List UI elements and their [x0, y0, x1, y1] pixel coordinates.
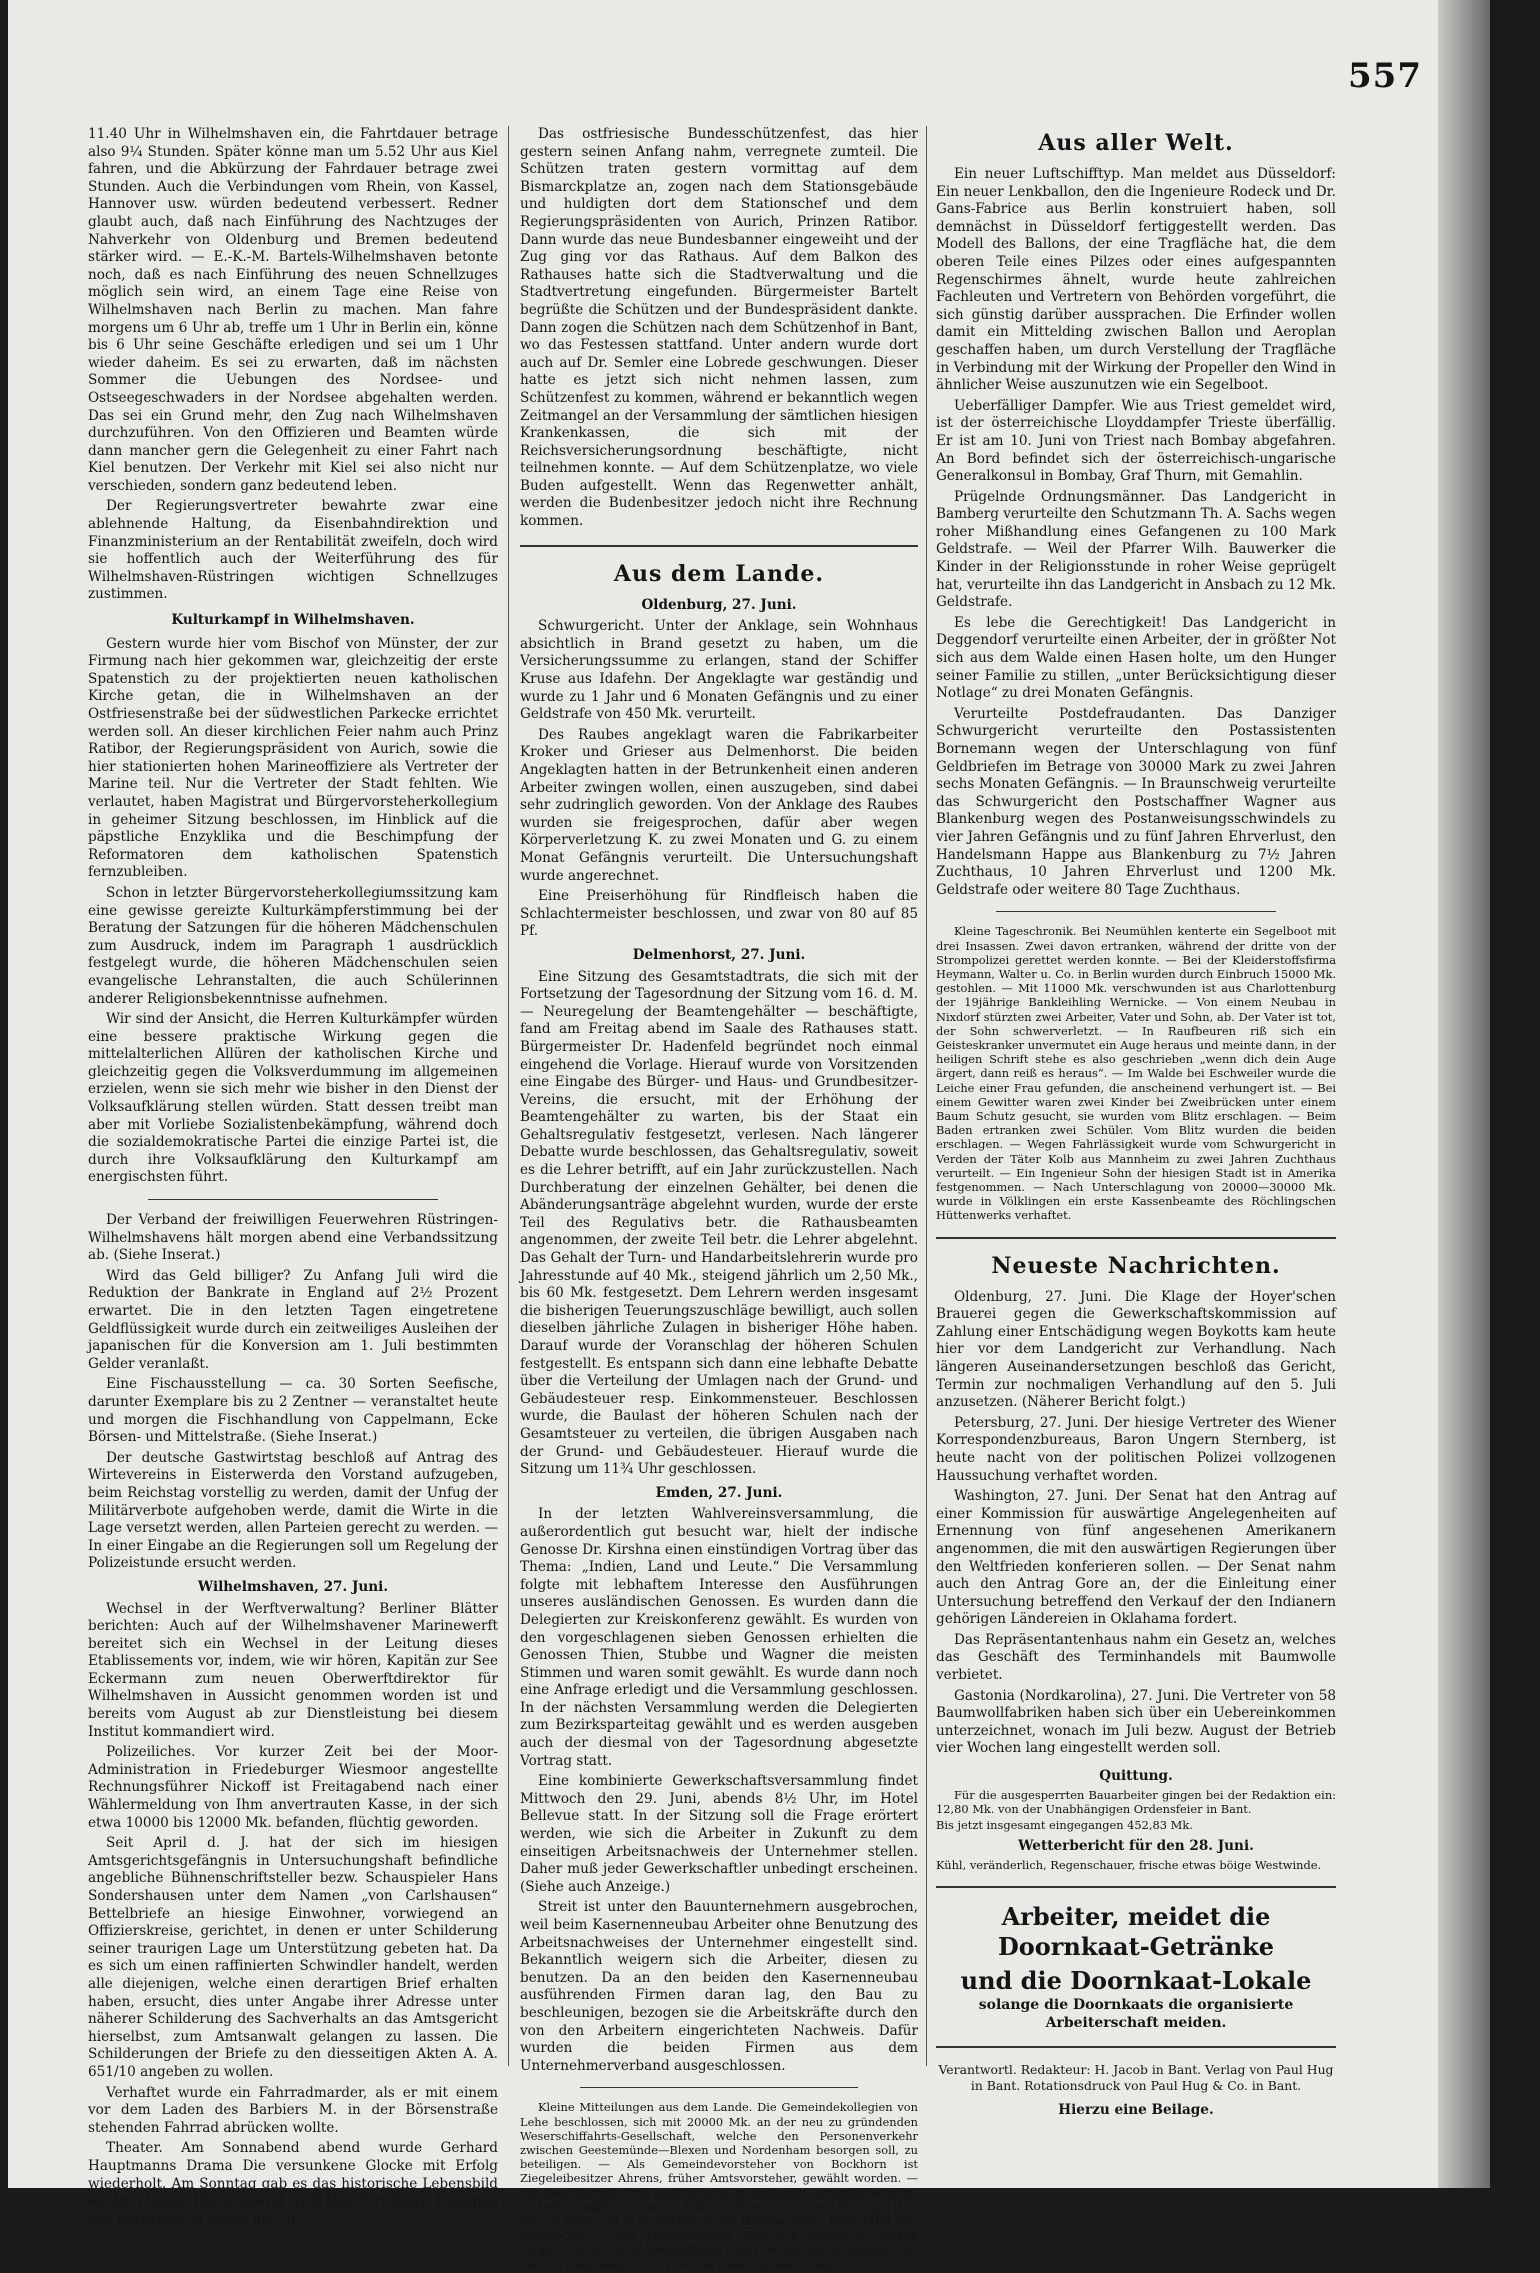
article-paragraph: Verurteilte Postdefraudanten. Das Danziger Schwurgericht verurteilte den Postassistenten Bornemann wegen der Unterschlagung von fünf Geldbriefen im Betrage von 30000 Mark zu zwei Jahren sechs Monaten Gefängnis. — In Braunschweig verurteilte das Schwurgericht den Postschaffner Wagner aus Blankenburg wegen des Postanweisungsschwindels zu vier Jahren Gefängnis und zu fünf Jahren Ehrverlust, den Handelsmann Happe aus Blankenburg zu 7½ Jahren Zuchthaus, 10 Jahren Ehrverlust und 1200 Mk. Geldstrafe oder weitere 80 Tage Zuchthaus.	[936, 705, 1336, 898]
advertisement-line: Arbeiter, meidet die Doornkaat-Getränke	[997, 1902, 1275, 1962]
article-paragraph: Prügelnde Ordnungsmänner. Das Landgericht in Bamberg verurteilte den Schutzmann Th. A. Sachs wegen roher Mißhandlung eines Gefangenen zu 100 Mark Geldstrafe. — Weil der Pfarrer Wilh. Bauwerker die Kinder in der Religionsstunde in roher Weise geprügelt hat, verurteilte ihn das Landgericht in Ansbach zu 12 Mk. Geldstrafe.	[936, 488, 1336, 611]
column-divider	[508, 126, 509, 2066]
article-paragraph: Für die ausgesperrten Bauarbeiter gingen bei der Redaktion ein: 12,80 Mk. von der Unabhängigen Ordensfeier in Bant.	[936, 1787, 1336, 1816]
article-paragraph: Polizeiliches. Vor kurzer Zeit bei der Moor-Administration in Friedeburger Wiesmoor angestellte Rechnungsführer Nickoff ist Freitagabend nach einer Wählermeldung von Ihm anvertrauten Kasse, in der sich etwa 10000 bis 12000 Mk. befanden, flüchtig geworden.	[88, 1744, 498, 1831]
section-title: Neueste Nachrichten.	[991, 1252, 1281, 1279]
article-paragraph: Des Raubes angeklagt waren die Fabrikarbeiter Kroker und Grieser aus Delmenhorst. Die beiden Angeklagten hatten in der Betrunkenheit einen anderen Arbeiter zwingen wollen, einen auszugeben, sind dabei sehr zudringlich geworden. Von der Anklage des Raubes wurden sie freigesprochen, dafür aber wegen Körperverletzung K. zu zwei Monaten und G. zu einem Monat Gefängnis verurteilt. Die Untersuchungshaft wurde angerechnet.	[520, 726, 918, 884]
article-paragraph: Das Repräsentantenhaus nahm ein Gesetz an, welches das Geschäft des Terminhandels mit Baumwolle verbietet.	[936, 1631, 1336, 1684]
weather-heading: Wetterbericht für den 28. Juni.	[1018, 1838, 1254, 1855]
dateline: Emden, 27. Juni.	[655, 1484, 783, 1501]
article-paragraph: Wechsel in der Werftverwaltung? Berliner Blätter berichten: Auch auf der Wilhelmshavener Marinewerft bereitet sich ein Wechsel in der Leitung dieses Etablissements vor, indem, wie wir hören, Kapitän zur See Eckermann zum neuen Oberwerftdirektor für Wilhelmshaven in Aussicht genommen worden ist und bereits vom August ab zur Dienstleistung bei diesem Institut kommandiert wird.	[88, 1600, 498, 1740]
page-number: 557	[1348, 56, 1422, 96]
separator	[936, 1886, 1336, 1888]
article-paragraph: Eine Preiserhöhung für Rindfleisch haben die Schlachtermeister beschlossen, und zwar von 80 auf 85 Pf.	[520, 888, 918, 940]
small-notices	[520, 2100, 918, 2270]
column-middle	[520, 126, 918, 2273]
article-paragraph: Wird das Geld billiger? Zu Anfang Juli wird die Reduktion der Bankrate in England auf 2½ Prozent erwartet. Die in den letzten Tagen eingetretene Geldflüssigkeit wurde durch ein zeitweiliges Ausleihen der japanischen für die Konversion am 1. Juli bestimmten Gelder veranlaßt.	[88, 1267, 498, 1372]
separator	[520, 545, 918, 547]
article-paragraph: Ueberfälliger Dampfer. Wie aus Triest gemeldet wird, ist der österreichische Lloyddampfer Trieste überfällig. Er ist am 10. Juni von Triest nach Bombay abgefahren. An Bord befindet sich der österreichisch-ungarische Generalkonsul in Bombay, Graf Thurn, mit Gemahlin.	[936, 397, 1336, 485]
article-paragraph: Verhaftet wurde ein Fahrradmarder, als er mit einem vor dem Laden des Barbiers M. in der Börsenstraße stehenden Fahrrad abrücken wollte.	[88, 2084, 498, 2136]
article-paragraph: Eine Fischausstellung — ca. 30 Sorten Seefische, darunter Exemplare bis zu 2 Zentner — veranstaltet heute und morgen die Fischhandlung von Cappelmann, Ecke Börsen- und Mittelstraße. (Siehe Inserat.)	[88, 1376, 498, 1446]
separator	[996, 911, 1276, 912]
advertisement-subline: solange die Doornkaats die organisierte Arbeiterschaft meiden.	[978, 1997, 1294, 2032]
section-title: Aus aller Welt.	[1038, 130, 1234, 156]
article-paragraph: In der letzten Wahlvereinsversammlung, die außerordentlich gut besucht war, hielt der indische Genosse Dr. Kirshna einen einstündigen Vortrag über das Thema: „Indien, Land und Leute.“ Die Versammlung folgte mit lebhaftem Interesse den Ausführungen unseres ausländischen Genossen. Es wurden dann die Delegierten zur Kreiskonferenz gewählt. Es wurden von den vorgeschlagenen sieben Genossen erhielten die Genossen Thien, Stubbe und Wagner die meisten Stimmen und waren somit gewählt. Es wurde dann noch eine Anfrage erledigt und die Versammlung geschlossen. In der nächsten Versammlung werden die Delegierten zum Bezirksparteitag gewählt und es werden ausgeben auch der diesmal von der Tagesordnung abgesetzte Vortrag statt.	[520, 1506, 918, 1769]
article-paragraph: Schwurgericht. Unter der Anklage, sein Wohnhaus absichtlich in Brand gesetzt zu haben, um die Versicherungssumme zu erlangen, stand der Schiffer Kruse aus Idafehn. Der Angeklagte war geständig und wurde zu 1 Jahr und 6 Monaten Gefängnis und zu einer Geldstrafe von 450 Mk. verurteilt.	[520, 618, 918, 723]
column-left	[88, 126, 498, 2231]
article-paragraph: Es lebe die Gerechtigkeit! Das Landgericht in Deggendorf verurteilte einen Arbeiter, der in größter Not sich aus dem Walde einen Hasen holte, um den Hunger seiner Familie zu stillen, „unter Berücksichtigung dieser Notlage“ zu drei Monaten Gefängnis.	[936, 614, 1336, 702]
article-paragraph: Das ostfriesische Bundesschützenfest, das hier gestern seinen Anfang nahm, verregnete zumteil. Die Schützen traten gestern vormittag auf dem Bismarckplatze an, zogen nach dem Stationsgebäude und huldigten dort dem Stationschef und dem Regierungspräsidenten von Aurich, Prinzen Ratibor. Dann wurde das neue Bundesbanner eingeweiht und der Zug ging vor das Rathaus. Auf dem Balkon des Rathauses hatte sich die Stadtverwaltung und die Stadtvertretung eingefunden. Bürgermeister Bartelt begrüßte die Schützen und der Bundespräsident dankte. Dann zogen die Schützen nach dem Schützenhof in Bant, wo das Festessen stattfand. Unter andern wurde dort auch auf Dr. Semler eine Lobrede geschwungen. Dieser hatte es jetzt sich nicht nehmen lassen, zum Schützenfest zu kommen, während er bekanntlich wegen Zeitmangel an der Versammlung der sämtlichen hiesigen Krankenkassen, die sich mit der Reichsversicherungsordnung beschäftigte, nicht teilnehmen konnte. — Auf dem Schützenplatze, wo viele Buden aufgestellt. Wenn das Regenwetter anhält, werden die Budenbesitzer jedoch nicht ihre Rechnung kommen.	[520, 126, 918, 530]
dateline: Oldenburg, 27. Juni.	[641, 596, 797, 613]
article-paragraph: Der Regierungsvertreter bewahrte zwar eine ablehnende Haltung, da Eisenbahndirektion und Finanzministerium an der Rentabilität zweifeln, doch wird sie hoffentlich auch der Weiterführung des für Wilhelmshaven-Rüstringen wichtigen Schnellzuges zustimmen.	[88, 498, 498, 603]
article-paragraph: Schon in letzter Bürgervorsteherkollegiumssitzung kam eine gewisse gereizte Kulturkämpferstimmung bei der Beratung der Satzungen für die höheren Mädchenschulen zum Ausdruck, indem im Paragraph 1 ausdrücklich festgelegt wurde, die höheren Mädchenschulen seien evangelische Lehranstalten, die auch Schülerinnen anderer Religionsbekenntnisse aufnehmen.	[88, 884, 498, 1007]
article-paragraph: Theater. Am Sonnabend abend wurde Gerhard Hauptmanns Drama Die versunkene Glocke mit Erfolg wiederholt. Am Sonntag gab es das historische Lebensbild Königin Luise. Heute abend wird Das Forsthaus, Lustspiel von Kotzebue, in Szene gehen.	[88, 2140, 498, 2227]
separator	[580, 2087, 858, 2088]
article-paragraph: Eine kombinierte Gewerkschaftsversammlung findet Mittwoch den 29. Juni, abends 8½ Uhr, im Hotel Bellevue statt. In der Sitzung soll die Frage erörtert werden, wie sich die Arbeiter in Zukunft zu dem einseitigen Arbeitsnachweis der Unternehmer stellen. Daher muß jeder Gewerkschaftler unbedingt erscheinen. (Siehe auch Anzeige.)	[520, 1773, 918, 1895]
article-paragraph: Ein neuer Luftschifftyp. Man meldet aus Düsseldorf: Ein neuer Lenkballon, den die Ingenieure Rodeck und Dr. Gans-Fabrice aus Berlin konstruiert haben, soll demnächst in Düsseldorf fertiggestellt werden. Das Modell des Ballons, der eine Tragfläche hat, die dem oberen Teile eines Pilzes oder eines aufgespannten Regenschirmes ähnelt, wurde heute zahlreichen Fachleuten und Vertretern von Behörden vorgeführt, die sich günstig darüber aussprachen. Die Erfinder wollen damit ein Mittelding zwischen Ballon und Aeroplan geschaffen haben, um durch Verstellung der Tragfläche in Verbindung mit der Wirkung der Propeller den Wind in ähnlicher Weise auszunutzen wie ein Segelboot.	[936, 166, 1336, 394]
article-paragraph: Streit ist unter den Bauunternehmern ausgebrochen, weil beim Kasernenneubau Arbeiter ohne Benutzung des Arbeitsnachweises der Unternehmer eingestellt sind. Bekanntlich weigern sich die Arbeiter, diesen zu benutzen. Da an den beiden den Kasernenneubau ausführenden Firmen daran lag, den Bau zu beschleunigen, bezogen sie die Arbeitskräfte durch den von den Arbeitern eingerichteten Nachweis. Dafür wurden die beiden Firmen aus dem Unternehmerverband ausgeschlossen.	[520, 1899, 918, 2074]
supplement-note: Hierzu eine Beilage.	[1058, 2102, 1214, 2119]
separator	[148, 1199, 438, 1200]
weather-text	[936, 1858, 1336, 1872]
article-paragraph: Gestern wurde hier vom Bischof von Münster, der zur Firmung nach hier gekommen war, gleichzeitig der erste Spatenstich zu der projektierten neuen katholischen Kirche getan, die in Wilhelmshaven an der Ostfriesenstraße bei der südwestlichen Parkecke errichtet werden soll. An dieser kirchlichen Feier nahm auch Prinz Ratibor, der Regierungspräsident von Aurich, sowie die hier stationierten hohen Marineoffiziere als Vertreter der Marine teil. Nur die Vertreter der Stadt fehlten. Wie verlautet, haben Magistrat und Bürgervorsteherkollegium in geheimer Sitzung beschlossen, im Hinblick auf die päpstliche Enzyklika und die Beschimpfung der Reformatoren dem katholischen Spatenstich fernzubleiben.	[88, 635, 498, 881]
newspaper-page	[8, 0, 1490, 2271]
dateline: Wilhelmshaven, 27. Juni.	[197, 1578, 389, 1595]
article-paragraph: Eine Sitzung des Gesamtstadtrats, die sich mit der Fortsetzung der Tagesordnung der Sitzung vom 16. d. M. — Neuregelung der Beamtengehälter — beschäftigte, fand am Freitag abend im Saale des Rathauses statt. Bürgermeister Dr. Hadenfeld begründet noch einmal eingehend die Vorlage. Hierauf wurde von Vorsitzenden eine Eingabe des Bürger- und Haus- und Grundbesitzer-Vereins, die ersucht, mit der Erhöhung der Beamtengehälter zu warten, bis der Staat ein Gehaltsregulativ festgesetzt, verlesen. Nach längerer Debatte wurde beschlossen, das Gehaltsregulativ, soweit es die Lehrer betrifft, auf ein Jahr zurückzustellen. Nach Durchberatung der einzelnen Gehälter, bei denen die Abänderungsanträge abgelehnt wurden, wurde der erste Teil des Regulativs betr. die Rathausbeamten angenommen, der zweite Teil betr. die Lehrer abgelehnt. Das Gehalt der Turn- und Handarbeitslehrerin wurde pro Jahresstunde auf 40 Mk., steigend jährlich um 2,50 Mk., bis 60 Mk. festgesetzt. Dem Lehrern werden insgesamt die bisherigen Teuerungszuschläge bewilligt, auch sollen dieselben jährliche Zulagen in bisheriger Höhe haben. Darauf wurde der Voranschlag der höheren Schulen festgestellt. Es entspann sich dann eine lebhafte Debatte über die Verteilung der Umlagen nach der Grund- und Gebäudesteuer resp. Einkommensteuer. Beschlossen wurde, die Baulast der höheren Schulen nach der Gesamtsteuer zu verteilen, die übrigen Ausgaben nach der Grund- und Gebäudesteuer. Hierauf wurde die Sitzung um 11¾ Uhr geschlossen.	[520, 968, 918, 1478]
section-title: Aus dem Lande.	[613, 560, 825, 587]
article-paragraph: Washington, 27. Juni. Der Senat hat den Antrag auf einer Kommission für auswärtige Angelegenheiten auf Ernennung von fünf angesehenen Amerikanern angenommen, die mit den auswärtigen Regierungen über den Weltfrieden konferieren sollen. — Der Senat nahm auch den Antrag Gore an, der die Einleitung einer Untersuchung betreffend den Verkauf der den Indianern gehörigen Ländereien in Oklahama fordert.	[936, 1488, 1336, 1628]
separator	[936, 2046, 1336, 2048]
article-paragraph: Wir sind der Ansicht, die Herren Kulturkämpfer würden eine bessere praktische Wirkung gegen die mittelalterlichen Allüren der katholischen Kirche und gleichzeitig gegen die Volksverdummung im allgemeinen erzielen, wenn sie sich mehr wie bisher in den Dienst der Volksaufklärung stellen würden. Statt dessen treibt man aber mit Vorliebe Sozialistenbekämpfung, während doch die sozialdemokratische Partei die einzige Partei ist, die durch ihre Volksaufklärung den Kulturkampf am energischsten führt.	[88, 1011, 498, 1186]
article-paragraph: 11.40 Uhr in Wilhelmshaven ein, die Fahrtdauer betrage also 9¼ Stunden. Später könne man um 5.52 Uhr aus Kiel fahren, und die Abkürzung der Fahrdauer betrage zwei Stunden. Auch die Verbindungen vom Rhein, von Kassel, Hannover usw. würden bedeutend verbessert. Redner glaubt auch, daß nach Einführung des Nachtzuges der Nahverkehr von Oldenburg und Bremen bedeutend stärker wird. — E.-K.-M. Bartels-Wilhelmshaven betonte noch, daß es nach Einführung des neuen Schnellzuges möglich sein wird, an einem Tage eine Reise von Wilhelmshaven nach Berlin zu machen. Man fahre morgens um 6 Uhr ab, treffe um 1 Uhr in Berlin ein, könne bis 6 Uhr seine Geschäfte erledigen und sei um 1 Uhr wieder daheim. Es sei zu erwarten, daß im nächsten Sommer die Uebungen des Nordsee- und Ostseegeschwaders in der Nordsee abgehalten werden. Das sei ein Grund mehr, den Zug nach Wilhelmshaven durchzuführen. Von den Offizieren und Beamten würde dann mancher gern die Gelegenheit zu einer Fahrt nach Kiel benutzen. Der Verkehr mit Kiel sei also nicht nur verschieden, sondern ganz bedeutend leben.	[88, 126, 498, 494]
column-right	[936, 126, 1336, 2120]
article-paragraph: Der deutsche Gastwirtstag beschloß auf Antrag des Wirtevereins in Eisterwerda den Vorstand aufzugeben, beim Reichstag vorstellig zu werden, damit der Unfug der Militärverbote aufgehoben werde, damit die Wirte in die Lage versetzt werden, allen Parteien gerecht zu werden. — In einer Eingabe an die Regierungen soll um Regelung der Polizeistunde ersucht werden.	[88, 1449, 498, 1572]
dateline: Delmenhorst, 27. Juni.	[632, 946, 806, 963]
article-paragraph: Petersburg, 27. Juni. Der hiesige Vertreter des Wiener Korrespondenzbureaus, Baron Ungern Sternberg, ist heute nacht von der politischen Polizei vollzogenen Haussuchung verhaftet worden.	[936, 1414, 1336, 1484]
article-paragraph: Gastonia (Nordkarolina), 27. Juni. Die Vertreter von 58 Baumwollfabriken haben sich über ein Uebereinkommen unterzeichnet, wonach im Juli bezw. August der Betrieb vier Wochen lang eingestellt werden soll.	[936, 1687, 1336, 1757]
article-paragraph: Kleine Tageschronik. Bei Neumühlen kenterte ein Segelboot mit drei Insassen. Zwei davon ertranken, während der dritte von der Strompolizei gerettet werden konnte. — Bei der Kleiderstoffsfirma Heymann, Walter u. Co. in Berlin wurden durch Einbruch 15000 Mk. gestohlen. — Mit 11000 Mk. verschwunden ist aus Charlottenburg der 19jährige Bankleihling Wernicke. — Von einem Neubau in Nixdorf stürzten zwei Arbeiter, Vater und Sohn, ab. Der Vater ist tot, der Sohn schwerverletzt. — In Raufbeuren riß sich ein Geisteskranker unvermutet ein Auge heraus und meinte dann, in der heiligen Schrift stehe es also geschrieben „wenn dich dein Auge ärgert, dann reiß es heraus“. — Im Walde bei Eschweiler wurde die Leiche einer Frau gefunden, die anscheinend verhungert ist. — Bei einem Gewitter waren zwei Kinder bei Zweibrücken unter einem Baum Schutz gesucht, sie wurden vom Blitz erschlagen. — Beim Baden ertranken zwei Schüler. Vom Blitz wurden die beiden erschlagen. — Wegen Fahrlässigkeit wurde vom Schwurgericht in Verden der Täter Kolb aus Mannheim zu zwei Jahren Zuchthaus verurteilt. — Ein Ingenieur Sohn der hiesigen Stadt ist in Amerika festgenommen. — Nach Unterschlagung von 20000—30000 Mk. wurde in Völklingen ein erste Kassenbeamte des Röchlingschen Hüttenwerks verhaftet.	[936, 924, 1336, 1223]
article-paragraph: Kleine Mitteilungen aus dem Lande. Die Gemeindekollegien von Lehe beschlossen, sich mit 20000 Mk. an der neu zu gründenden Weserschiffahrts-Gesellschaft, welche den Personenverkehr zwischen Geestemünde—Blexen und Nordenham besorgen soll, zu beteiligen. — Als Gemeindevorsteher von Bockhorn ist Ziegeleibesitzer Ahrens, früher Amtsvorsteher, gewählt worden. — Mit dem Hammer sind sechs Renten in Grabstede verurteilt worden. — Dem Landmann Suhr in Holle wurden aus seiner Wohnung 150 Mk. in Gold und in Ersatzteilen der Postsparkasse über 1100 Mk. entwendet. — Der Lotsenaspirant Fechhelm sprang in Emden vorgestern auf einer lebensgefahr einen sechsjährigen Knaben, der bei der Eisenbahndrehbrücke ins Wasser gefallen war.	[520, 2100, 918, 2271]
quittung-text	[936, 1788, 1336, 1833]
impressum: Verantwortl. Redakteur: H. Jacob in Bant. Verlag von Paul Hug in Bant. Rotationsdruck von Paul Hug & Co. in Bant.	[938, 2062, 1334, 2094]
article-paragraph: Seit April d. J. hat der sich im hiesigen Amtsgerichtsgefängnis in Untersuchungshaft befindliche angebliche Bühnenschriftsteller bezw. Schauspieler Hans Sondershausen unter dem Namen „von Carlshausen“ Bettelbriefe an hiesige Einwohner, vorwiegend an Offizierskreise, gerichtet, in denen er unter Schilderung seiner traurigen Lage um Unterstützung gebeten hat. Da es sich um einen raffinierten Schwindler handelt, werden alle diejenigen, welche einen derartigen Brief erhalten haben, ersucht, dies unter Angabe ihrer Adresse unter näherer Schilderung des Sachverhalts an das Amtsgericht hierselbst, zum Amtsanwalt gelangen zu lassen. Die Schilderungen der Briefe zu den diesseitigen Akten A. A. 651/10 angeben zu wollen.	[88, 1835, 498, 2080]
article-paragraph: Bis jetzt insgesamt eingegangen 452,83 Mk.	[936, 1818, 1193, 1833]
column-divider	[926, 126, 927, 2066]
advertisement-line: und die Doornkaat-Lokale	[960, 1966, 1312, 1996]
quittung-heading: Quittung.	[1099, 1768, 1173, 1785]
article-heading: Kulturkampf in Wilhelmshaven.	[171, 612, 415, 629]
article-paragraph: Der Verband der freiwilligen Feuerwehren Rüstringen-Wilhelmshavens hält morgen abend eine Verbandssitzung ab. (Siehe Inserat.)	[88, 1212, 498, 1264]
separator	[936, 1237, 1336, 1239]
article-paragraph: Kühl, veränderlich, Regenschauer, frische etwas böige Westwinde.	[936, 1857, 1322, 1872]
article-paragraph: Oldenburg, 27. Juni. Die Klage der Hoyer'schen Brauerei gegen die Gewerkschaftskommission auf Zahlung einer Entschädigung wegen Boykotts kam heute hier vor dem Landgericht zur Verhandlung. Nach längeren Auseinandersetzungen beschloß das Gericht, Termin zur nochmaligen Verhandlung auf den 5. Juli anzusetzen. (Näherer Bericht folgt.)	[936, 1288, 1336, 1411]
small-notices	[936, 924, 1336, 1222]
